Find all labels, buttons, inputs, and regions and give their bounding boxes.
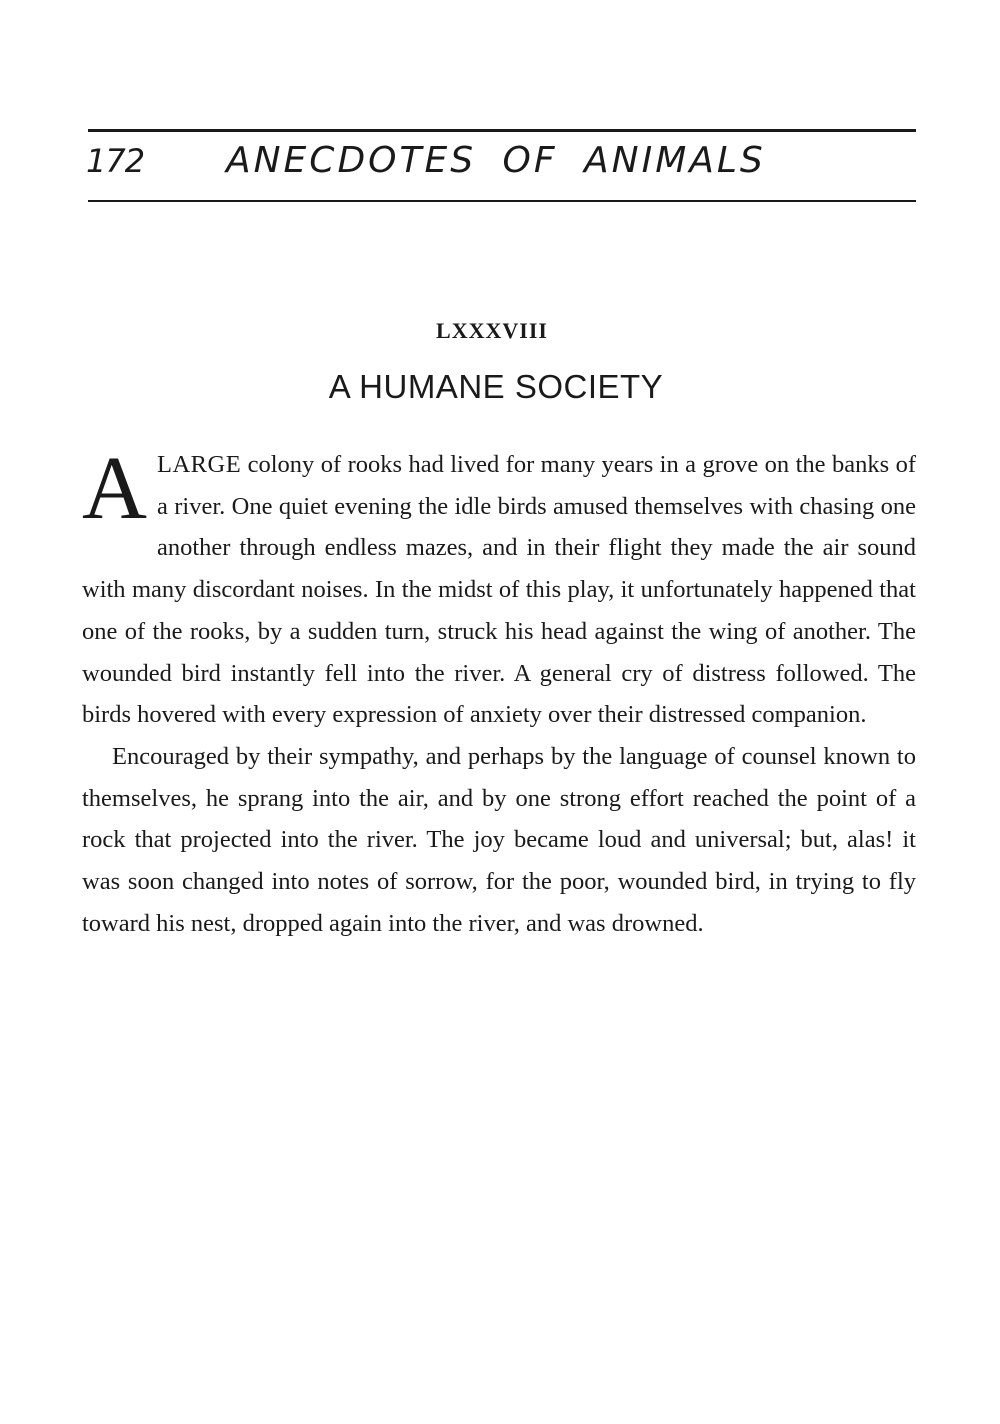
chapter-title: A HUMANE SOCIETY bbox=[328, 368, 664, 405]
body-text bbox=[82, 439, 916, 944]
chapter-title-wrapper bbox=[0, 368, 1000, 406]
running-title: ANECDOTES OF ANIMALS bbox=[226, 140, 766, 181]
paragraph-1-text: colony of rooks had lived for many years in a grove on the banks of a river. One quiet evening the idle birds amused themselves with chasing one another through endless mazes, and in their flight they made the air sound with many discordant noises. In the midst of this play, it unfortunately happened that one of the rooks, by a sudden turn, struck his head against the wing of another. The wounded bird instantly fell into the river. A general cry of distress followed. The birds hovered with every expression of anxiety over their distressed companion. bbox=[82, 451, 916, 729]
chapter-number: LXXXVIII bbox=[436, 318, 548, 343]
header-top-rule bbox=[88, 129, 916, 132]
drop-cap: A bbox=[82, 439, 147, 538]
header-bottom-rule bbox=[88, 200, 916, 202]
chapter-number-wrapper bbox=[0, 318, 1000, 344]
page-number: 172 bbox=[86, 142, 145, 180]
paragraph-2: Encouraged by their sympathy, and perhaps by the language of counsel known to themselves, he sprang into the air, and by one strong effort reached the point of a rock that projected into the river. The joy became loud and universal; but, alas! it was soon changed into notes of sorrow, for the poor, wounded bird, in trying to fly toward his nest, dropped again into the river, and was drowned. bbox=[82, 742, 916, 937]
paragraph-1 bbox=[82, 439, 916, 736]
first-word: LARGE bbox=[157, 451, 242, 478]
